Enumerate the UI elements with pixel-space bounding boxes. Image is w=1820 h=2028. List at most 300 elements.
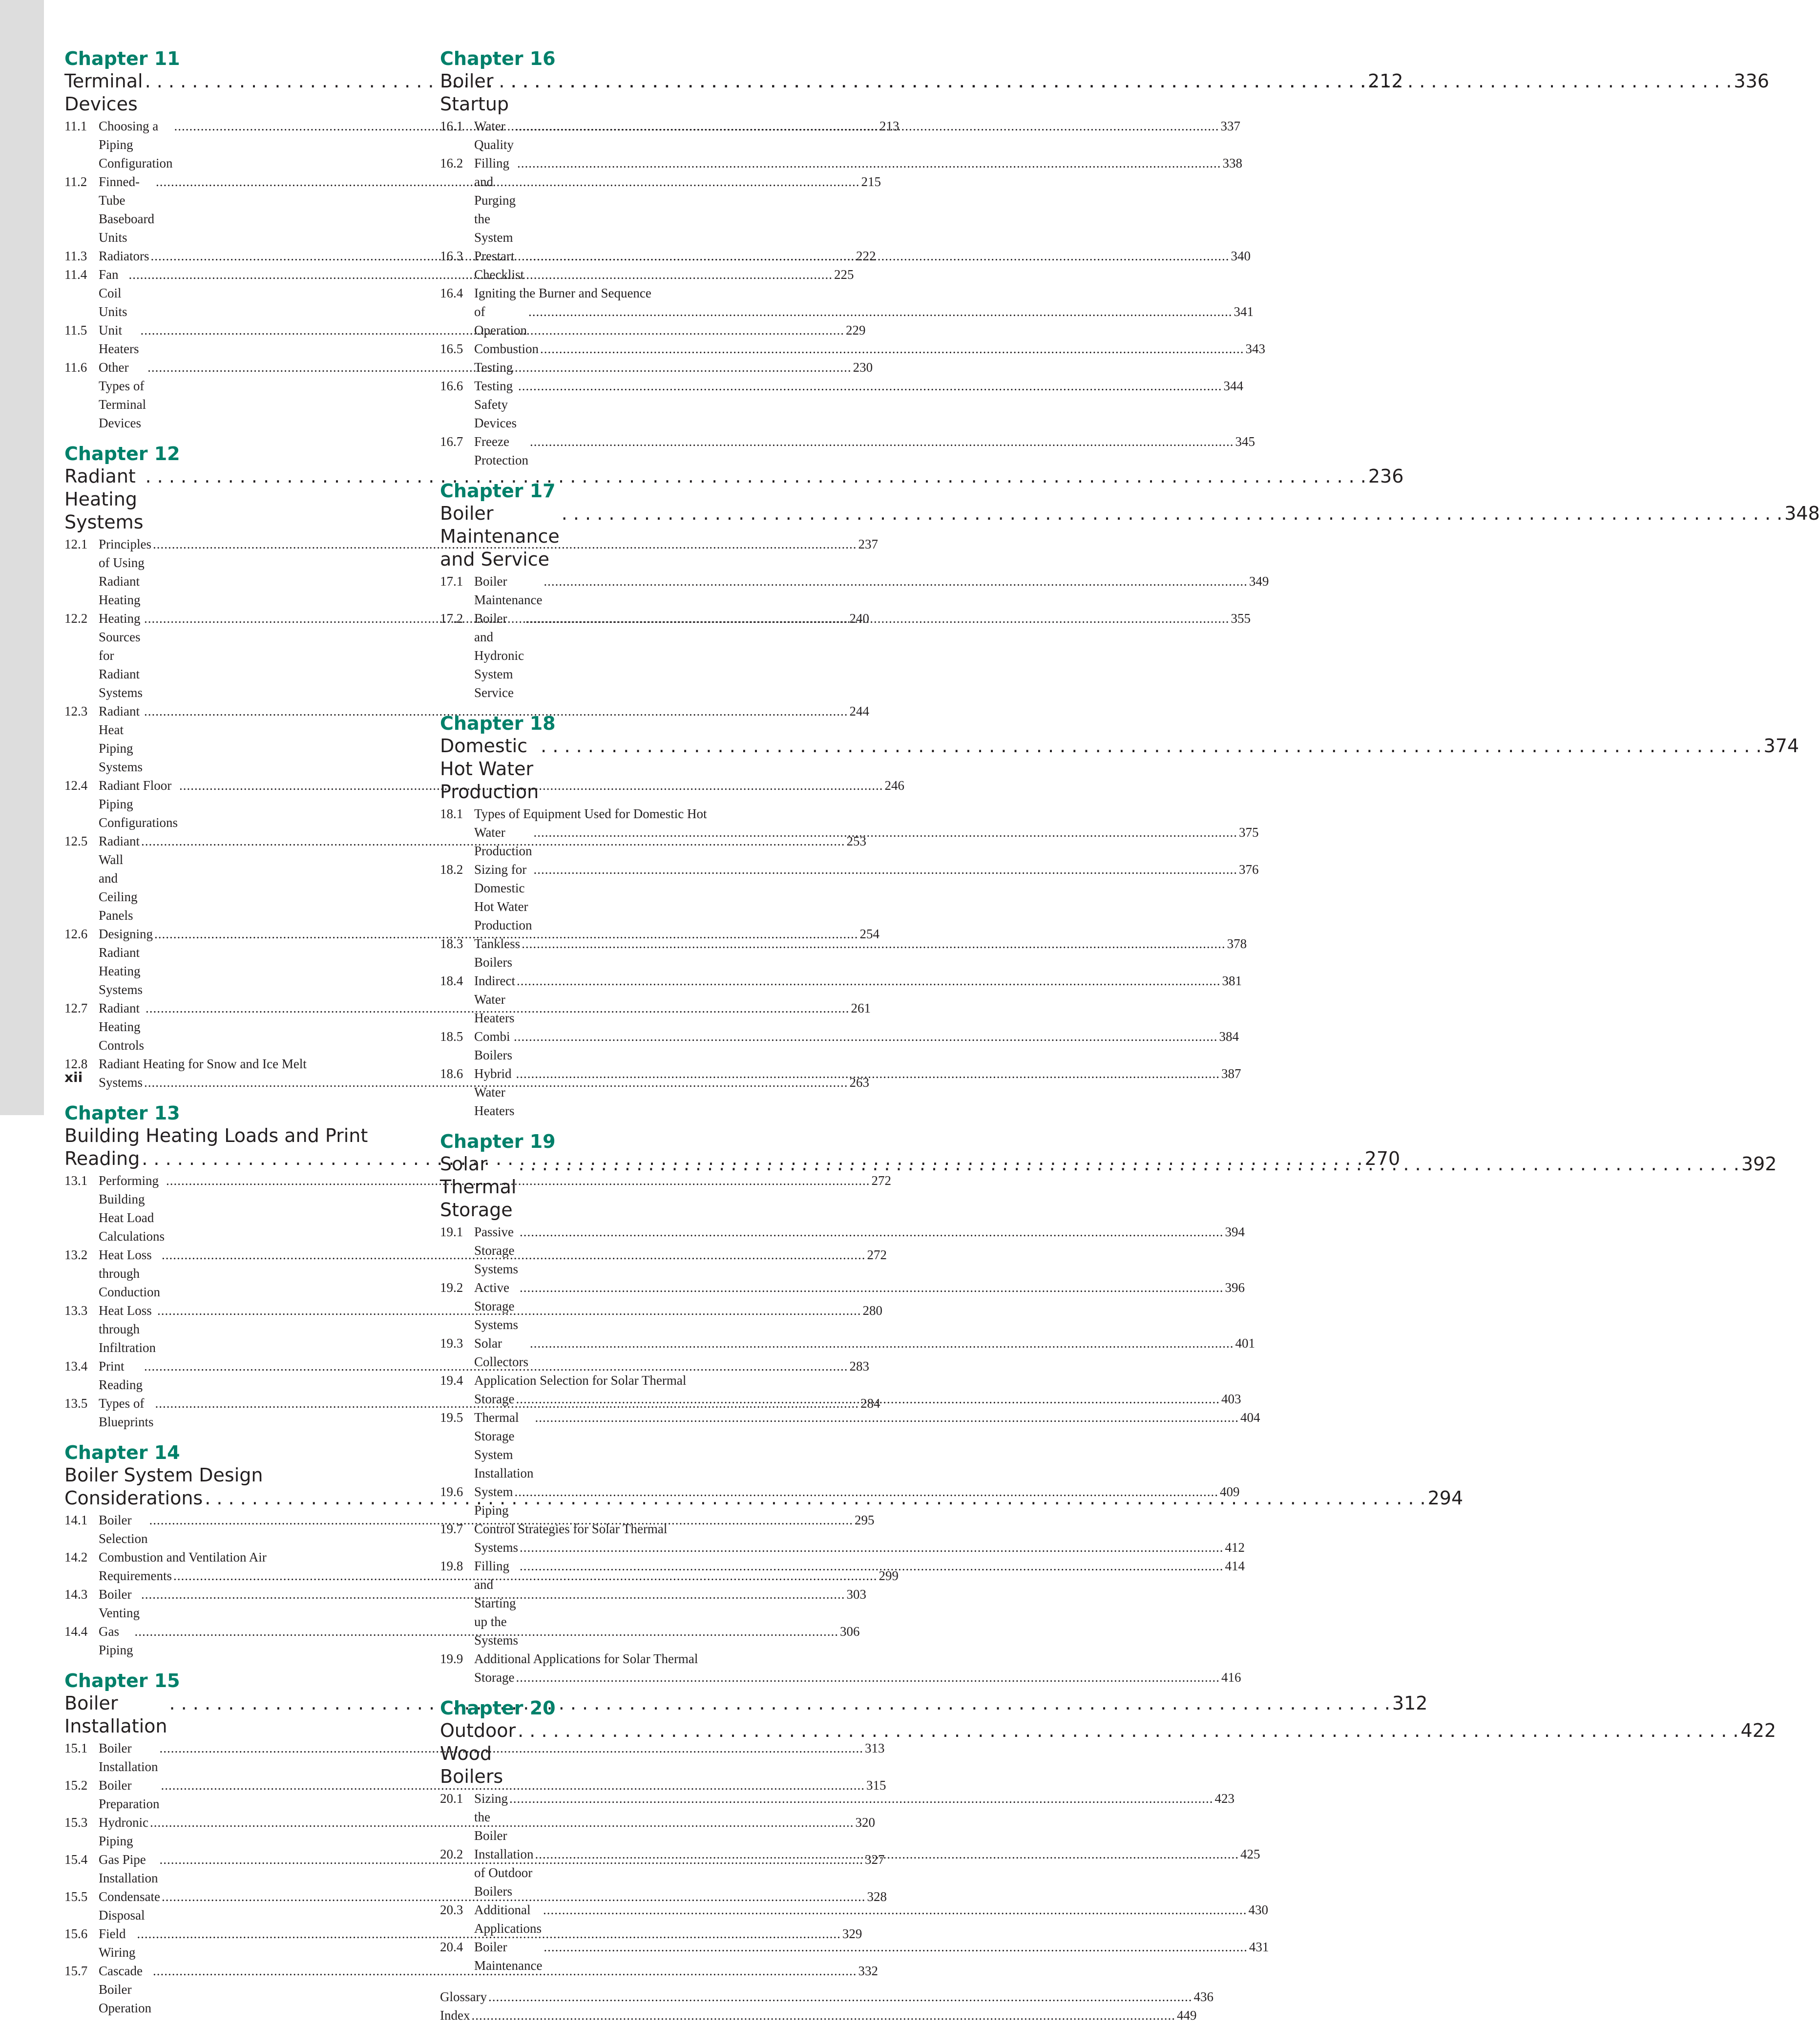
section-body <box>474 1223 1245 1278</box>
section-number: 11.2 <box>64 174 87 189</box>
chapter-title-line <box>64 1147 1401 1170</box>
section-title: Boiler Selection <box>99 1513 148 1546</box>
chapter-title-text: Considerations <box>64 1487 203 1509</box>
section-title: Control Strategies for Solar Thermal <box>474 1521 668 1536</box>
section-page-number: 263 <box>849 1075 870 1090</box>
chapter-title-text: Boiler Installation <box>64 1692 167 1737</box>
section-title: Boiler Maintenance <box>474 574 543 607</box>
section-line <box>474 823 1258 860</box>
back-matter-label: Glossary <box>440 1989 487 2004</box>
section-page-number: 381 <box>1222 973 1242 988</box>
section-number: 16.4 <box>440 286 463 300</box>
section-page-number: 240 <box>849 611 870 626</box>
section-title: Sizing the Boiler <box>474 1791 508 1843</box>
section-entry <box>64 1585 866 1622</box>
section-line <box>474 804 1258 823</box>
section-line <box>474 1557 1245 1649</box>
section-page-number: 375 <box>1238 825 1259 840</box>
section-body <box>474 284 1254 339</box>
back-matter-page-number: 449 <box>1176 2008 1197 2023</box>
section-page-number: 349 <box>1249 574 1269 589</box>
section-title: Choosing a Piping Configuration <box>99 119 173 170</box>
section-line <box>474 1845 1260 1901</box>
section-title: Types of Equipment Used for Domestic Hot <box>474 806 707 821</box>
section-title: Radiant Heating for Snow and Ice Melt <box>99 1056 307 1071</box>
chapter-title-text: Reading <box>64 1148 140 1169</box>
section-body <box>474 339 1265 377</box>
section-number: 20.4 <box>440 1940 463 1954</box>
section-title: Heat Loss through Infiltration <box>99 1303 156 1355</box>
page-folio: xii <box>64 1069 83 1085</box>
section-title: Passive Storage Systems <box>474 1225 519 1276</box>
section-title: Installation of Outdoor Boilers <box>474 1847 534 1899</box>
section-number: 15.2 <box>64 1778 88 1793</box>
leader-dots <box>520 1278 1224 1297</box>
section-title: Radiant Floor Piping Configurations <box>99 778 178 830</box>
section-entry <box>440 572 1269 609</box>
section-number: 17.1 <box>440 574 463 589</box>
section-page-number: 295 <box>854 1513 875 1527</box>
section-page-number: 403 <box>1221 1392 1241 1406</box>
section-page-number: 343 <box>1245 341 1266 356</box>
section-line <box>474 1482 1240 1520</box>
section-page-number: 253 <box>846 834 866 848</box>
section-number: 19.4 <box>440 1373 463 1388</box>
section-page-number: 414 <box>1225 1559 1245 1573</box>
section-page-number: 401 <box>1235 1336 1255 1351</box>
chapter-page-number: 212 <box>1367 70 1403 92</box>
section-entry <box>440 377 1243 432</box>
section-page-number: 378 <box>1227 936 1247 951</box>
section-body <box>474 154 1242 247</box>
section-title: Boiler Venting <box>99 1587 140 1620</box>
chapter-label: Chapter 14 <box>64 1442 180 1463</box>
section-title: Combustion and Ventilation Air <box>99 1550 267 1564</box>
section-line <box>474 339 1265 377</box>
section-page-number: 246 <box>884 778 904 793</box>
leader-dots <box>518 1153 1739 1176</box>
chapter-page-number: 294 <box>1427 1487 1464 1509</box>
section-page-number: 283 <box>849 1359 869 1373</box>
section-number: 16.6 <box>440 379 463 393</box>
chapter-label: Chapter 15 <box>64 1670 180 1691</box>
section-title: Boiler Preparation <box>99 1778 160 1811</box>
section-body <box>474 1557 1245 1649</box>
section-page-number: 430 <box>1248 1902 1268 1917</box>
section-entry <box>440 1408 1260 1482</box>
section-number: 11.4 <box>64 267 87 282</box>
section-entry <box>440 432 1255 469</box>
section-page-number: 338 <box>1222 156 1243 170</box>
section-page-number: 412 <box>1225 1540 1245 1555</box>
section-body <box>474 1789 1234 1845</box>
chapter-label: Chapter 16 <box>440 48 556 69</box>
section-number: 13.5 <box>64 1396 88 1411</box>
section-title: Principles of Using Radiant Heating <box>99 537 151 607</box>
chapter-page-number: 348 <box>1784 503 1820 524</box>
section-body <box>474 1027 1239 1064</box>
section-number: 15.7 <box>64 1964 88 1978</box>
section-page-number: 425 <box>1240 1847 1260 1861</box>
section-title: Filling and Starting up the Systems <box>474 1559 519 1648</box>
section-page-number: 384 <box>1219 1029 1239 1044</box>
back-matter-entry <box>440 1987 1213 2006</box>
chapter-page-number: 374 <box>1763 735 1799 757</box>
section-page-number: 261 <box>851 1001 871 1015</box>
section-line <box>474 1538 1245 1557</box>
leader-dots <box>520 1557 1224 1575</box>
section-page-number: 394 <box>1225 1225 1245 1239</box>
section-page-number: 337 <box>1220 119 1240 133</box>
section-line <box>474 1390 1241 1408</box>
leader-dots <box>543 1901 1247 1919</box>
page-edge-strip <box>0 0 44 1115</box>
leader-dots <box>516 1064 1220 1083</box>
section-line <box>474 1520 1245 1538</box>
chapter-page-number: 270 <box>1364 1148 1401 1169</box>
section-page-number: 320 <box>855 1815 875 1830</box>
leader-dots <box>562 502 1782 525</box>
section-title: Active Storage Systems <box>474 1280 519 1332</box>
section-body <box>474 972 1242 1027</box>
section-title: Systems <box>474 1540 519 1555</box>
section-page-number: 341 <box>1234 304 1254 319</box>
section-line <box>474 934 1247 972</box>
section-body <box>474 572 1269 609</box>
section-body <box>474 860 1259 934</box>
section-page-number: 222 <box>856 249 876 263</box>
section-page-number: 280 <box>862 1303 882 1318</box>
section-number: 14.1 <box>64 1513 88 1527</box>
chapter-label: Chapter 13 <box>64 1102 180 1124</box>
section-title: Condensate Disposal <box>99 1889 160 1922</box>
chapter-title-line: Boiler System Design <box>64 1464 263 1486</box>
leader-dots <box>541 735 1761 758</box>
section-page-number: 215 <box>861 174 881 189</box>
section-number: 19.3 <box>440 1336 463 1351</box>
section-page-number: 423 <box>1214 1791 1235 1806</box>
section-page-number: 272 <box>871 1173 891 1188</box>
section-title: Water Production <box>474 825 532 858</box>
section-page-number: 332 <box>858 1964 878 1978</box>
section-number: 18.2 <box>440 862 463 877</box>
section-page-number: 229 <box>845 323 866 338</box>
section-number: 18.5 <box>440 1029 463 1044</box>
chapter-title-text: Solar Thermal Storage <box>440 1153 517 1221</box>
section-line <box>474 302 1254 339</box>
section-line <box>474 1223 1245 1278</box>
leader-dots <box>530 1334 1234 1352</box>
leader-dots <box>544 572 1248 591</box>
section-title: Thermal Storage System Installation <box>474 1410 534 1480</box>
section-number: 12.4 <box>64 778 88 793</box>
section-title: Sizing for Domestic Hot Water Production <box>474 862 532 932</box>
back-matter-label: Index <box>440 2008 470 2023</box>
section-page-number: 431 <box>1249 1940 1269 1954</box>
section-title: Application Selection for Solar Thermal <box>474 1373 687 1388</box>
section-number: 14.3 <box>64 1587 88 1602</box>
leader-dots <box>525 609 1230 628</box>
section-title: Tankless Boilers <box>474 936 521 970</box>
section-line <box>474 572 1269 609</box>
section-page-number: 340 <box>1231 249 1251 263</box>
chapter-label: Chapter 18 <box>440 713 556 734</box>
section-number: 13.2 <box>64 1247 88 1262</box>
section-title: Gas Piping <box>99 1624 133 1657</box>
section-line <box>474 1938 1269 1975</box>
section-title: Combi Boilers <box>474 1029 512 1062</box>
section-body <box>474 1482 1240 1520</box>
leader-dots <box>471 2006 1175 2025</box>
section-title: Heating Sources for Radiant Systems <box>99 611 143 700</box>
section-title: Types of Blueprints <box>99 1396 154 1429</box>
section-title: Storage <box>474 1392 515 1406</box>
section-line <box>474 247 1251 284</box>
chapter-title-text: Domestic Hot Water Production <box>440 735 539 803</box>
section-number: 16.7 <box>440 434 463 449</box>
section-page-number: 313 <box>864 1741 885 1755</box>
section-line <box>474 1408 1260 1482</box>
section-number: 16.2 <box>440 156 463 170</box>
section-number: 15.6 <box>64 1926 88 1941</box>
section-number: 11.5 <box>64 323 87 338</box>
leader-dots <box>515 1482 1219 1501</box>
section-title: Boiler Installation <box>99 1741 158 1774</box>
section-title: Filling and Purging the System <box>474 156 516 245</box>
section-page-number: 376 <box>1239 862 1259 877</box>
section-page-number: 225 <box>834 267 854 282</box>
section-line <box>474 1064 1241 1120</box>
section-line <box>474 609 1251 702</box>
section-title: Additional Applications <box>474 1902 542 1936</box>
section-number: 12.6 <box>64 927 88 941</box>
leader-dots <box>520 1223 1224 1241</box>
leader-dots <box>525 247 1230 265</box>
leader-dots <box>515 117 1219 135</box>
section-line <box>474 860 1259 934</box>
chapter-page-number: 236 <box>1368 465 1404 487</box>
chapter-page-number: 422 <box>1740 1720 1777 1741</box>
section-number: 15.5 <box>64 1889 88 1904</box>
section-title: Other Types of Terminal Devices <box>99 360 146 430</box>
section-page-number: 396 <box>1225 1280 1245 1295</box>
section-line <box>474 1668 1241 1687</box>
chapter-title-text: Radiant Heating Systems <box>64 465 144 533</box>
back-matter-page-number: 436 <box>1193 1989 1213 2004</box>
chapter-label: Chapter 17 <box>440 480 556 502</box>
section-title: Hybrid Water Heaters <box>474 1066 515 1118</box>
section-title: Combustion Testing <box>474 341 539 375</box>
section-number: 14.2 <box>64 1550 88 1564</box>
section-line <box>474 1789 1234 1845</box>
leader-dots <box>511 70 1732 93</box>
section-number: 20.1 <box>440 1791 463 1806</box>
section-number: 11.1 <box>64 119 87 133</box>
section-line <box>474 1027 1239 1064</box>
section-number: 13.3 <box>64 1303 88 1318</box>
section-number: 18.6 <box>440 1066 463 1081</box>
section-title: Cascade Boiler Operation <box>99 1964 151 2015</box>
section-title: Heat Loss through Conduction <box>99 1247 160 1299</box>
section-title: Radiant Wall and Ceiling Panels <box>99 834 140 923</box>
section-entry <box>440 1649 1241 1687</box>
section-line <box>474 1334 1255 1371</box>
section-number: 16.3 <box>440 249 463 263</box>
section-title: of Operation <box>474 304 527 338</box>
chapter-label: Chapter 20 <box>440 1697 556 1719</box>
section-line <box>474 972 1242 1027</box>
section-number: 17.2 <box>440 611 463 626</box>
section-page-number: 237 <box>858 537 878 551</box>
section-number: 20.3 <box>440 1902 463 1917</box>
section-title: Igniting the Burner and Sequence <box>474 286 651 300</box>
section-page-number: 244 <box>849 704 870 718</box>
section-page-number: 409 <box>1220 1484 1240 1499</box>
section-number: 19.8 <box>440 1559 463 1573</box>
section-body <box>474 117 1240 154</box>
section-body <box>474 1334 1255 1371</box>
chapter-page-number: 336 <box>1734 70 1769 92</box>
section-number: 12.8 <box>64 1056 88 1071</box>
back-matter-entry <box>440 2006 1197 2025</box>
section-body <box>474 1064 1241 1120</box>
section-title: Freeze Protection <box>474 434 528 467</box>
section-page-number: 416 <box>1221 1670 1241 1685</box>
section-number: 13.4 <box>64 1359 88 1373</box>
section-title: Water Quality <box>474 119 514 152</box>
section-title: Additional Applications for Solar Thermal <box>474 1651 698 1666</box>
leader-dots <box>535 1408 1239 1427</box>
chapter-title-text: Boiler Startup <box>440 70 509 115</box>
section-title: Storage <box>474 1670 515 1685</box>
section-body <box>474 934 1247 972</box>
section-number: 16.1 <box>440 119 463 133</box>
chapter-page-number: 392 <box>1741 1153 1777 1175</box>
section-body <box>474 1845 1260 1901</box>
chapter-label: Chapter 19 <box>440 1131 556 1152</box>
section-body <box>474 1371 1241 1408</box>
section-number: 11.3 <box>64 249 87 263</box>
section-title: System Piping <box>474 1484 513 1518</box>
section-page-number: 284 <box>860 1396 880 1411</box>
section-body <box>474 1901 1268 1938</box>
leader-dots <box>516 1390 1220 1408</box>
section-line <box>474 1649 1241 1668</box>
leader-dots <box>528 302 1233 321</box>
leader-dots <box>522 934 1226 953</box>
back-matter-list <box>440 1987 1213 2025</box>
section-page-number: 404 <box>1240 1410 1260 1425</box>
section-number: 18.4 <box>440 973 463 988</box>
section-page-number: 344 <box>1223 379 1243 393</box>
chapter-title-line: Building Heating Loads and Print <box>64 1125 368 1146</box>
section-page-number: 213 <box>879 119 900 133</box>
section-line <box>474 1901 1268 1938</box>
leader-dots <box>520 1538 1224 1557</box>
section-line <box>474 284 1254 302</box>
leader-dots <box>514 1027 1218 1046</box>
section-title: Fan Coil Units <box>99 267 127 319</box>
section-number: 20.2 <box>440 1847 463 1861</box>
section-title: Requirements <box>99 1568 172 1583</box>
section-number: 12.5 <box>64 834 88 848</box>
section-number: 19.9 <box>440 1651 463 1666</box>
section-title: Finned-Tube Baseboard Units <box>99 174 154 245</box>
section-body <box>474 609 1251 702</box>
chapter-label: Chapter 11 <box>64 48 180 69</box>
section-page-number: 230 <box>853 360 873 375</box>
section-title: Testing Safety Devices <box>474 379 517 430</box>
section-title: Radiant Heating Controls <box>99 1001 145 1053</box>
chapter-title-text: Terminal Devices <box>64 70 143 115</box>
section-title: Solar Collectors <box>474 1336 528 1369</box>
leader-dots <box>518 1719 1738 1742</box>
section-title: Designing Radiant Heating Systems <box>99 927 153 997</box>
section-title: Boiler Maintenance <box>474 1940 543 1973</box>
section-body <box>474 1408 1260 1482</box>
section-number: 16.5 <box>440 341 463 356</box>
chapter-page-number: 312 <box>1392 1692 1428 1714</box>
section-body <box>474 1520 1245 1557</box>
section-number: 11.6 <box>64 360 87 375</box>
section-title: Radiant Heat Piping Systems <box>99 704 143 774</box>
section-number: 12.1 <box>64 537 88 551</box>
section-title: Gas Pipe Installation <box>99 1852 158 1885</box>
section-number: 19.7 <box>440 1521 463 1536</box>
leader-dots <box>509 1789 1213 1808</box>
section-title: Unit Heaters <box>99 323 139 356</box>
leader-dots <box>540 339 1244 358</box>
section-body <box>474 1649 1241 1687</box>
section-page-number: 345 <box>1235 434 1255 449</box>
section-page-number: 355 <box>1231 611 1251 626</box>
section-number: 15.3 <box>64 1815 88 1830</box>
section-line <box>474 432 1255 469</box>
section-number: 19.6 <box>440 1484 463 1499</box>
leader-dots <box>530 432 1234 451</box>
leader-dots <box>544 1938 1248 1956</box>
section-number: 19.2 <box>440 1280 463 1295</box>
section-page-number: 327 <box>864 1852 885 1867</box>
section-title: Performing Building Heat Load Calculations <box>99 1173 165 1244</box>
section-number: 14.4 <box>64 1624 88 1639</box>
section-title: Boiler and Hydronic System Service <box>474 611 524 700</box>
leader-dots <box>517 972 1221 990</box>
section-line <box>474 377 1243 432</box>
section-number: 19.5 <box>440 1410 463 1425</box>
section-number: 18.3 <box>440 936 463 951</box>
section-page-number: 254 <box>859 927 879 941</box>
section-line <box>474 154 1242 247</box>
section-body <box>474 432 1255 469</box>
section-page-number: 328 <box>867 1889 887 1904</box>
section-body <box>474 247 1251 284</box>
section-page-number: 315 <box>866 1778 886 1793</box>
section-title: Systems <box>99 1075 143 1090</box>
section-entry <box>440 1027 1239 1064</box>
leader-dots <box>517 154 1221 172</box>
section-line <box>474 117 1240 154</box>
section-page-number: 272 <box>867 1247 887 1262</box>
section-title: Indirect Water Heaters <box>474 973 515 1025</box>
chapter-title-text: Boiler Maintenance and Service <box>440 503 560 570</box>
section-title: Print Reading <box>99 1359 143 1392</box>
section-number: 12.2 <box>64 611 88 626</box>
section-number: 12.3 <box>64 704 88 718</box>
section-page-number: 387 <box>1221 1066 1241 1081</box>
leader-dots <box>535 1845 1239 1863</box>
section-title: Prestart Checklist <box>474 249 524 282</box>
